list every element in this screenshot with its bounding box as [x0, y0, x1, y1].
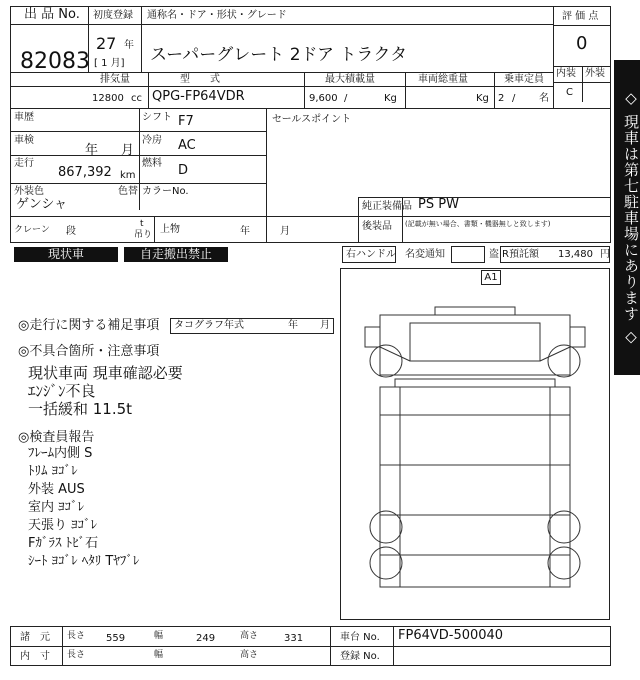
- rule: [141, 6, 142, 72]
- length-label: 長さ: [67, 631, 86, 641]
- tax-label: 盗: [489, 249, 499, 260]
- gross-weight-label: 車両総重量: [418, 74, 468, 85]
- self-drive-badge: 自走搬出禁止: [124, 247, 228, 262]
- wheel-rear-right-1: [548, 511, 580, 543]
- rule: [10, 72, 554, 73]
- model-code: QPG-FP64VDR: [152, 89, 245, 104]
- max-load-label: 最大積載量: [325, 74, 375, 85]
- rule: [10, 24, 554, 25]
- lot-no: 82083: [20, 49, 90, 74]
- aftermarket-label: 後装品: [362, 221, 392, 232]
- recycle-label: R預託額: [502, 249, 539, 260]
- crane-hang: 吊り: [134, 230, 153, 240]
- inspector-6: ｼｰﾄ ﾖｺﾞﾚ ﾍﾀﾘ Tﾔﾌﾞﾚ: [28, 554, 140, 569]
- width: 249: [196, 633, 216, 644]
- rule: [330, 626, 331, 666]
- sales-point-label: セールスポイント: [272, 114, 352, 125]
- ext-color: ゲンシャ: [16, 197, 68, 212]
- first-reg-label: 初度登録: [93, 10, 133, 21]
- inspector-0: ﾌﾚｰﾑ内側 S: [28, 446, 93, 461]
- displacement-label: 排気量: [100, 74, 130, 85]
- inspection-month-unit: 月: [121, 143, 135, 158]
- rule: [358, 197, 610, 198]
- crane-unit: 段: [66, 226, 76, 237]
- truck-diagram: [340, 285, 610, 615]
- aftermarket-note: (記載が無い場合、書類・機器無しと致します): [405, 220, 551, 228]
- inner-length-label: 長さ: [67, 650, 86, 660]
- chassis: [380, 387, 570, 587]
- crane-label: クレーン: [14, 225, 50, 235]
- inspection-label: 車検: [14, 135, 34, 146]
- ext-color-label: 外装色: [14, 186, 44, 197]
- wheel-rear-left-2: [370, 547, 402, 579]
- mileage-unit: km: [120, 170, 136, 181]
- lot-no-label: 出 品 No.: [24, 7, 80, 22]
- fuel-label: 燃料: [142, 158, 162, 169]
- rule: [304, 72, 305, 109]
- score-label: 評 価 点: [562, 11, 599, 22]
- shift-label: シフト: [142, 112, 172, 123]
- rule: [10, 626, 11, 666]
- inspector-title: ◎検査員報告: [18, 430, 95, 445]
- reg-month: [ 1 月]: [94, 58, 125, 69]
- width-label: 幅: [154, 631, 164, 641]
- name-change-box: [451, 246, 485, 263]
- bumper: [395, 379, 555, 387]
- rule: [266, 108, 267, 216]
- interior-label: 内装: [556, 68, 576, 79]
- tacho-label: タコグラフ年式: [174, 320, 244, 331]
- tacho-month: 月: [320, 320, 330, 331]
- inspector-4: 天張り ﾖｺﾞﾚ: [28, 518, 98, 533]
- fuel: D: [178, 163, 189, 178]
- inner-width-label: 幅: [154, 650, 164, 660]
- rule: [494, 72, 495, 109]
- rule: [10, 131, 266, 132]
- rule: [148, 72, 149, 109]
- gross-kg: Kg: [476, 93, 489, 104]
- defect-0: 現状車両 現車確認必要: [28, 364, 183, 382]
- inspection-year-unit: 年: [85, 143, 99, 158]
- rule: [266, 216, 267, 242]
- rule: [405, 72, 406, 109]
- mileage-label: 走行: [14, 158, 34, 169]
- inner-label: 内 寸: [20, 651, 50, 662]
- cab-body: [380, 315, 570, 375]
- rule: [610, 108, 611, 243]
- height-label: 高さ: [240, 631, 259, 641]
- upper-month: 月: [280, 226, 290, 237]
- rule: [154, 216, 155, 242]
- mileage: 867,392: [58, 165, 112, 180]
- rule: [10, 183, 266, 184]
- rule: [10, 108, 610, 109]
- mirror-left: [365, 327, 380, 347]
- capacity-sep: /: [512, 93, 516, 104]
- dims-label: 諸 元: [20, 632, 50, 643]
- reg-no-label: 登録 No.: [340, 651, 380, 662]
- model-label: 通称名・ドア・形状・グレード: [147, 10, 287, 21]
- rule: [139, 108, 140, 210]
- model-name: スーパーグレート 2ドア トラクタ: [150, 45, 408, 65]
- rule: [10, 216, 610, 217]
- recycle-amount: 13,480: [558, 249, 593, 260]
- rule: [553, 6, 554, 109]
- ac: AC: [178, 138, 196, 153]
- capacity-label: 乗車定員: [504, 74, 544, 85]
- history-label: 車歴: [14, 112, 34, 123]
- rule: [62, 626, 63, 666]
- color-no-label: カラーNo.: [142, 186, 189, 197]
- reg-year: 27: [96, 34, 117, 53]
- damage-mark: A1: [481, 270, 501, 285]
- rule: [553, 25, 611, 26]
- rule: [10, 108, 11, 242]
- upper-year: 年: [240, 226, 250, 237]
- crane-t: t: [140, 219, 144, 229]
- windshield: [410, 323, 540, 361]
- rule: [393, 626, 394, 666]
- inspector-1: ﾄﾘﾑ ﾖｺﾞﾚ: [28, 464, 78, 479]
- shift: F7: [178, 114, 194, 129]
- length: 559: [106, 633, 126, 644]
- height: 331: [284, 633, 304, 644]
- defect-2: 一括緩和 11.5t: [28, 400, 133, 418]
- rule: [358, 197, 359, 242]
- displacement: 12800: [92, 93, 124, 104]
- rule: [10, 242, 610, 243]
- wheel-rear-left-1: [370, 511, 402, 543]
- capacity: 2: [498, 93, 505, 104]
- parking-notice: ◇ 現車は第七駐車場にあります ◇: [614, 60, 640, 375]
- inspector-5: Fｶﾞﾗｽ ﾄﾋﾞ石: [28, 536, 99, 551]
- name-change: 名変通知: [405, 249, 445, 260]
- chassis-no: FP64VD-500040: [398, 628, 504, 643]
- max-load-sep: /: [344, 93, 348, 104]
- upper-label: 上物: [160, 224, 180, 235]
- rule: [10, 6, 11, 109]
- rule: [610, 6, 611, 109]
- max-load: 9,600: [309, 93, 338, 104]
- defect-1: ｴﾝｼﾞﾝ不良: [28, 382, 96, 400]
- displacement-unit: cc: [131, 93, 142, 104]
- reg-year-unit: 年: [124, 40, 134, 51]
- genuine-label: 純正装備品: [362, 201, 412, 212]
- capacity-unit: 名: [539, 93, 549, 104]
- rule: [610, 626, 611, 666]
- exterior-label: 外装: [585, 68, 605, 79]
- genuine: PS PW: [418, 197, 459, 212]
- supplement-title: ◎走行に関する補足事項: [18, 318, 160, 333]
- color-change-label: 色替: [118, 186, 138, 197]
- max-load-kg: Kg: [384, 93, 397, 104]
- yen: 円: [600, 249, 610, 260]
- current-badge: 現状車: [14, 247, 118, 262]
- inspector-3: 室内 ﾖｺﾞﾚ: [28, 500, 85, 515]
- type-label: 型 式: [180, 74, 220, 85]
- cab-roof: [435, 307, 515, 315]
- rule: [582, 66, 583, 102]
- mirror-right: [570, 327, 585, 347]
- inner-height-label: 高さ: [240, 650, 259, 660]
- right-hand: 右ハンドル: [346, 249, 396, 260]
- rule: [10, 665, 610, 666]
- rule: [10, 646, 610, 647]
- rule: [10, 86, 554, 87]
- rule: [10, 626, 610, 627]
- defect-title: ◎不具合箇所・注意事項: [18, 344, 160, 359]
- rule: [10, 6, 610, 7]
- inspector-2: 外装 AUS: [28, 482, 85, 497]
- wheel-rear-right-2: [548, 547, 580, 579]
- rule: [10, 155, 266, 156]
- score: 0: [576, 33, 588, 54]
- interior-grade: C: [566, 87, 573, 98]
- ac-label: 冷房: [142, 135, 162, 146]
- chassis-label: 車台 No.: [340, 632, 380, 643]
- tacho-year: 年: [288, 320, 298, 331]
